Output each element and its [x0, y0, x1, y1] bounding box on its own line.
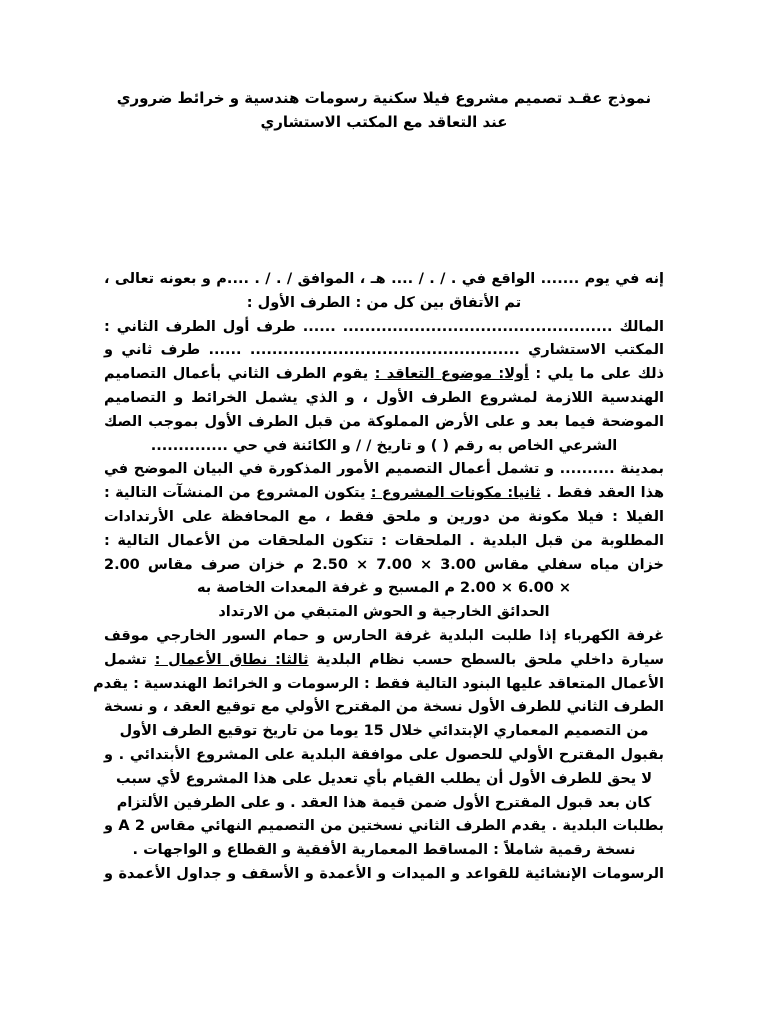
body-line: × 6.00 × 2.00 م المسبح و غرفة المعدات الخاصة به	[196, 580, 572, 597]
body-line: نسخة رقمية شاملاً : المساقط المعمارية الأفقية و القطاع و الواجهات .	[132, 842, 636, 859]
body-line: المكتب الاستشاري ................................................. ...... طرف ثاني و	[104, 342, 664, 359]
body-line	[104, 482, 664, 506]
body-line: المالك ................................................. ...... طرف أول الطرف الثاني :	[104, 318, 664, 335]
body-line: الحدائق الخارجية و الحوش المتبقي من الارتداد	[218, 604, 550, 621]
body-line: لا يحق للطرف الأول أن يطلب القيام بأي تعديل على هذا المشروع لأي سبب	[115, 770, 653, 787]
body-line: كان بعد قبول المقترح الأول ضمن قيمة هذا العقد . و على الطرفين الألتزام	[116, 794, 652, 811]
body-line: من التصميم المعماري الإبتدائي خلال 15 يوما من تاريخ توقيع الطرف الأول	[119, 723, 649, 740]
body-line: تم الأتفاق بين كل من : الطرف الأول :	[246, 294, 522, 311]
body-line: بقبول المقترح الأولي للحصول على موافقة البلدية على المشروع الأبتدائي . و	[104, 746, 664, 763]
body-line: بمدينة .......... و تشمل أعمال التصميم الأمور المذكورة في البيان الموضح في	[104, 461, 664, 478]
body-line: الموضحة فيما بعد و على الأرض المملوكة من قبل الطرف الأول بموجب الصك	[104, 413, 664, 430]
body-line: الشرعي الخاص به رقم ( ) و تاريخ / / و الكائنة في حي ..............	[150, 437, 618, 454]
contract-body	[93, 268, 665, 887]
body-line	[104, 649, 664, 673]
body-text: سيارة داخلي ملحق بالسطح حسب نظام البلدية	[308, 651, 664, 668]
body-text: يتكون المشروع من المنشآت التالية :	[104, 485, 371, 502]
body-line: المطلوبة من قبل البلدية . الملحقات : تتكون الملحقات من الأعمال التالية :	[104, 532, 664, 549]
body-line: خزان مياه سفلي مقاس 3.00 × 7.00 × 2.50 م خزان صرف مقاس 2.00	[104, 556, 665, 573]
body-line: الرسومات الإنشائية للقواعد و الميدات و الأعمدة و الأسقف و جداول الأعمدة و	[104, 865, 664, 882]
section-heading-components: ثانيا: مكونات المشروع :	[370, 485, 541, 502]
body-text: يقوم الطرف الثاني بأعمال التصاميم	[104, 366, 375, 383]
body-text: ذلك على ما يلي :	[529, 366, 664, 383]
body-line: غرفة الكهرباء إذا طلبت البلدية غرفة الحارس و حمام السور الخارجي موقف	[104, 627, 664, 644]
body-line	[104, 363, 664, 387]
body-line: الفيلا : فيلا مكونة من دورين و ملحق فقط ، مع المحافظة على الأرتدادات	[104, 508, 664, 525]
body-line: الهندسية اللازمة لمشروع الطرف الأول ، و الذي يشمل الخرائط و التصاميم	[104, 389, 664, 406]
section-heading-subject: أولا: موضوع التعاقد :	[374, 366, 529, 383]
document-title	[100, 86, 668, 134]
section-heading-scope: ثالثا: نطاق الأعمال :	[154, 651, 309, 668]
body-text: هذا العقد فقط .	[540, 485, 665, 502]
body-line: إنه في يوم ....... الواقع في . / . / .... هـ ، الموافق / . / . ....م و بعونه تعالى ،	[104, 271, 664, 287]
body-line: الأعمال المتعاقد عليها البنود التالية فقط : الرسومات و الخرائط الهندسية : يقدم	[93, 675, 664, 692]
body-line: الطرف الثاني للطرف الأول نسخة من المقترح الأولي مع توقيع العقد ، و نسخة	[104, 699, 664, 716]
title-line-1: نموذج عقـد تصميم مشروع فيلا سكنية رسومات هندسية و خرائط ضروري	[116, 89, 652, 107]
body-text: تشمل	[104, 651, 155, 668]
title-line-2: عند التعاقد مع المكتب الاستشاري	[260, 113, 508, 131]
body-line: بطلبات البلدية . يقدم الطرف الثاني نسختين من التصميم النهائي مقاس A 2 و	[104, 818, 665, 835]
